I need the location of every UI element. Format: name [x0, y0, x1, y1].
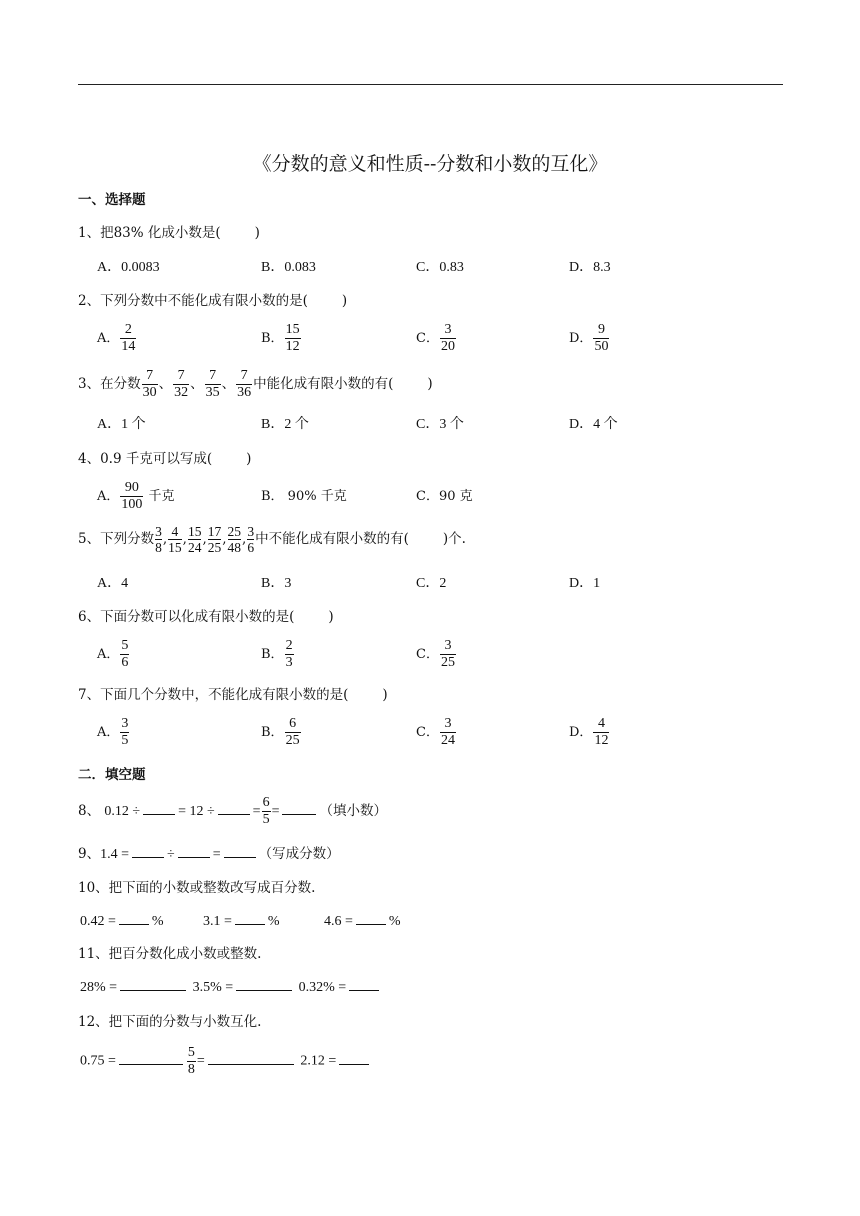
fraction: $\frac{3}{24}$: [440, 716, 455, 748]
q2-option-c[interactable]: C． $\frac{3}{20}$: [416, 322, 455, 354]
answer-blank[interactable]: [119, 912, 149, 925]
question-8: 8、 0.12 ÷ = 12 ÷ = $\frac{6}{5}$ = （填小数）: [78, 795, 387, 827]
q6-option-b[interactable]: B． $\frac{2}{3}$: [261, 638, 293, 670]
question-1-text: 1、把83% 化成小数是(: [78, 225, 221, 241]
header-rule: [78, 84, 783, 85]
fraction: $\frac{6}{25}$: [285, 716, 300, 748]
answer-blank[interactable]: [120, 978, 186, 991]
q5-option-c[interactable]: C．2: [416, 576, 447, 591]
q2-option-d[interactable]: D． $\frac{9}{50}$: [569, 322, 609, 354]
question-4-text: 4、0.9 千克可以写成(: [78, 451, 213, 467]
q1-option-a[interactable]: A．0.0083: [97, 260, 160, 275]
answer-blank[interactable]: [282, 802, 316, 815]
page-title: 《分数的意义和性质--分数和小数的互化》: [252, 153, 608, 175]
question-12: 12、把下面的分数与小数互化.: [78, 1014, 262, 1030]
section-choice-heading: 一、选择题: [78, 192, 146, 208]
fraction: $\frac{25}{48}$: [227, 524, 242, 555]
q3-option-b[interactable]: B．2 个: [261, 417, 309, 432]
q10-item-1: 0.42 = %: [80, 914, 164, 929]
q5-option-d[interactable]: D．1: [569, 576, 601, 591]
answer-blank[interactable]: [218, 802, 250, 815]
answer-blank[interactable]: [236, 978, 292, 991]
fraction: $\frac{7}{32}$: [174, 368, 189, 400]
q6-option-a[interactable]: A． $\frac{5}{6}$: [97, 638, 129, 670]
q12-items: 0.75 = $\frac{5}{8}$ = 2.12 =: [80, 1045, 372, 1078]
q3-option-d[interactable]: D．4 个: [569, 417, 618, 432]
q7-option-b[interactable]: B． $\frac{6}{25}$: [261, 716, 300, 748]
question-1: 1、把83% 化成小数是( ): [78, 225, 260, 241]
answer-blank[interactable]: [356, 912, 386, 925]
q4-option-b[interactable]: B． 90% 千克: [261, 489, 347, 504]
section-fill-heading: 二．填空题: [78, 767, 146, 783]
fraction: $\frac{15}{12}$: [285, 322, 300, 354]
q4-option-c[interactable]: C．90 克: [416, 489, 473, 504]
fraction: $\frac{3}{5}$: [121, 716, 129, 748]
fraction: $\frac{9}{50}$: [594, 322, 609, 354]
question-4: 4、0.9 千克可以写成( ): [78, 451, 252, 467]
fraction: $\frac{7}{30}$: [142, 368, 157, 400]
fraction: $\frac{7}{36}$: [237, 368, 252, 400]
question-9: 9、1.4 = ÷ = （写成分数）: [78, 846, 340, 862]
q1-option-b[interactable]: B．0.083: [261, 260, 316, 275]
question-3: 3、在分数 $\frac{7}{30}$ 、 $\frac{7}{32}$ 、 $\frac{7}{35}$ 、 $\frac{7}{36}$ 中能化成有限小数的有( ): [78, 368, 433, 400]
question-5: 5、下列分数 $\frac{3}{8}$ , $\frac{4}{15}$ , $\frac{15}{24}$ , $\frac{17}{25}$ , $\frac{25}{48}$ , $\frac{3}{6}$ 中不能化成有限小数的有( )个.: [78, 524, 466, 555]
answer-blank[interactable]: [178, 845, 210, 858]
question-6: 6、下面分数可以化成有限小数的是( ): [78, 609, 334, 625]
fraction: $\frac{3}{8}$: [155, 524, 162, 555]
answer-blank[interactable]: [339, 1052, 369, 1065]
question-7: 7、下面几个分数中，不能化成有限小数的是( ): [78, 687, 388, 703]
answer-blank[interactable]: [132, 845, 164, 858]
q1-option-c[interactable]: C．0.83: [416, 260, 464, 275]
question-7-text: 7、下面几个分数中，不能化成有限小数的是(: [78, 687, 349, 703]
fraction: $\frac{2}{3}$: [285, 638, 293, 670]
q5-option-a[interactable]: A．4: [97, 576, 129, 591]
fraction: $\frac{2}{14}$: [121, 322, 136, 354]
q3-option-a[interactable]: A．1 个: [97, 417, 146, 432]
fraction: $\frac{15}{24}$: [187, 524, 202, 555]
q10-item-3: 4.6 = %: [324, 914, 401, 929]
answer-blank[interactable]: [224, 845, 256, 858]
question-6-text: 6、下面分数可以化成有限小数的是(: [78, 609, 295, 625]
q2-option-a[interactable]: A． $\frac{2}{14}$: [97, 322, 136, 354]
fraction: $\frac{3}{25}$: [440, 638, 455, 670]
question-10: 10、把下面的小数或整数改写成百分数.: [78, 880, 316, 896]
q7-option-a[interactable]: A． $\frac{3}{5}$: [97, 716, 129, 748]
q7-option-c[interactable]: C． $\frac{3}{24}$: [416, 716, 455, 748]
fraction: $\frac{5}{8}$: [187, 1045, 195, 1077]
fraction: $\frac{90}{100}$: [121, 480, 143, 512]
q1-option-d[interactable]: D．8.3: [569, 260, 611, 275]
answer-blank[interactable]: [119, 1052, 183, 1065]
fraction: $\frac{17}{25}$: [207, 524, 222, 555]
question-11: 11、把百分数化成小数或整数.: [78, 946, 262, 962]
q7-option-d[interactable]: D． $\frac{4}{12}$: [569, 716, 609, 748]
q4-option-a[interactable]: A． $\frac{90}{100}$ 千克: [97, 480, 175, 512]
fraction: $\frac{6}{5}$: [262, 795, 270, 827]
fraction: $\frac{5}{6}$: [121, 638, 129, 670]
q5-option-b[interactable]: B．3: [261, 576, 292, 591]
fraction: $\frac{3}{20}$: [440, 322, 455, 354]
fraction: $\frac{7}{35}$: [205, 368, 220, 400]
q10-item-2: 3.1 = %: [203, 914, 280, 929]
answer-blank[interactable]: [208, 1052, 294, 1065]
fraction: $\frac{4}{15}$: [168, 524, 182, 555]
question-2-text: 2、下列分数中不能化成有限小数的是(: [78, 293, 308, 309]
answer-blank[interactable]: [235, 912, 265, 925]
fraction: $\frac{4}{12}$: [594, 716, 609, 748]
question-2: 2、下列分数中不能化成有限小数的是( ): [78, 293, 348, 309]
q6-option-c[interactable]: C． $\frac{3}{25}$: [416, 638, 455, 670]
answer-blank[interactable]: [143, 802, 175, 815]
q11-items: 28% = 3.5% = 0.32% =: [80, 978, 382, 998]
answer-blank[interactable]: [349, 978, 379, 991]
q3-option-c[interactable]: C．3 个: [416, 417, 464, 432]
fraction: $\frac{3}{6}$: [247, 524, 255, 555]
q2-option-b[interactable]: B． $\frac{15}{12}$: [261, 322, 300, 354]
